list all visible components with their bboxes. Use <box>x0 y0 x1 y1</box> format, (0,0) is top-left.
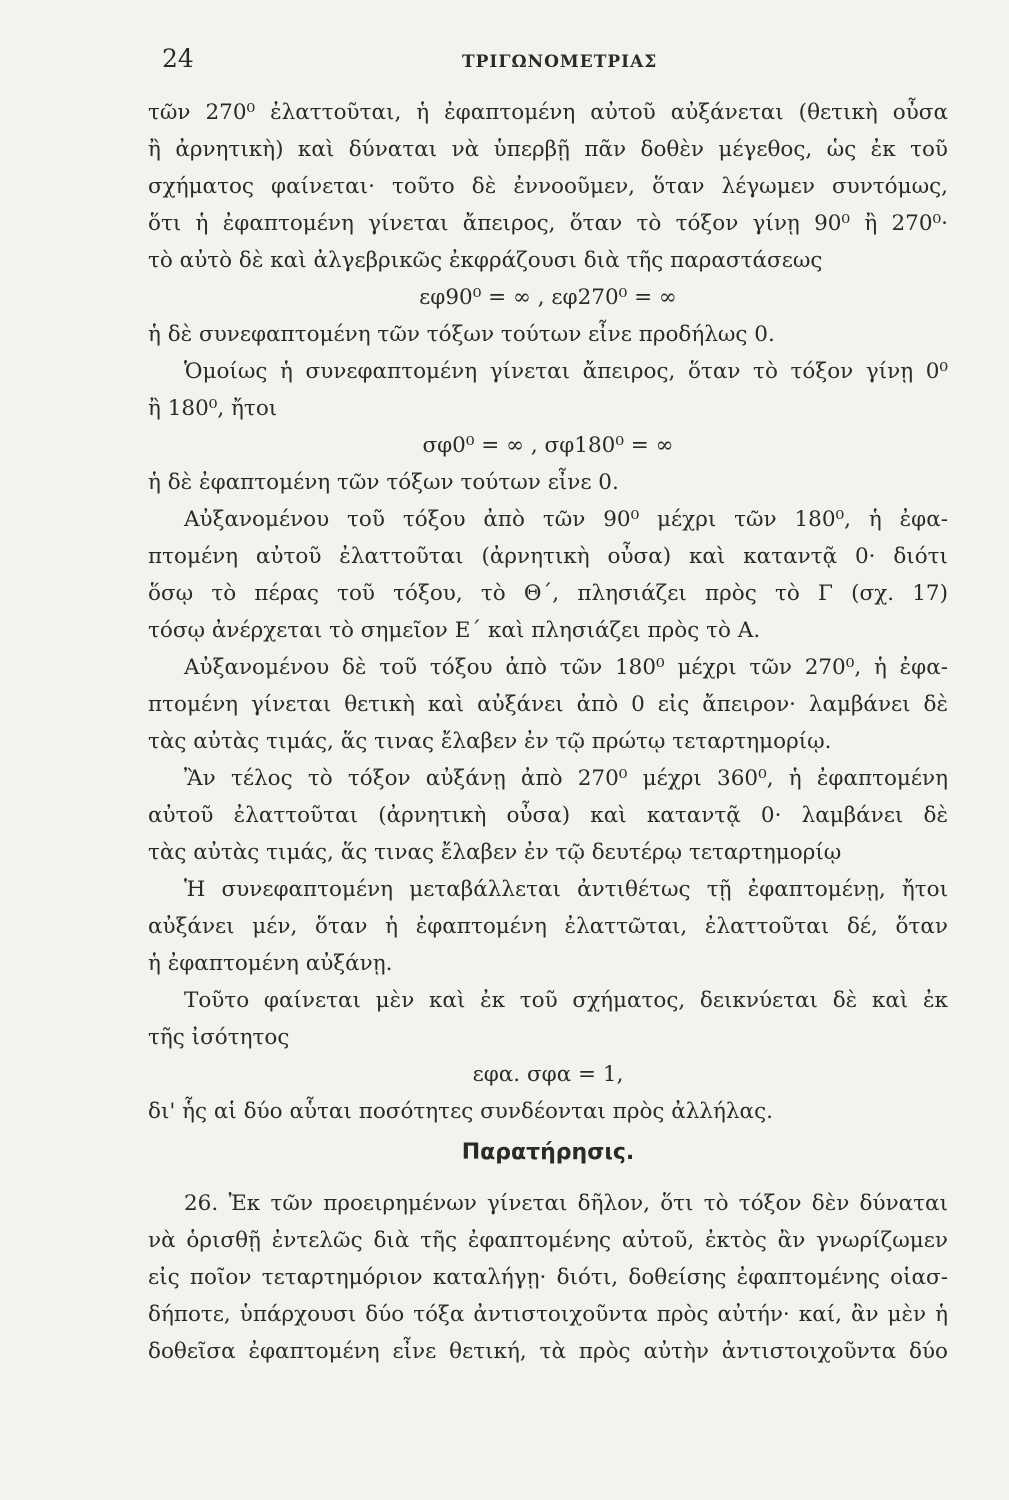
text-line: αὐξάνει μέν, ὅταν ἡ ἐφαπτομένη ἐλαττῶται, ἐλαττοῦται δέ, ὅταν <box>148 914 948 939</box>
text-line: τὸ αὐτὸ δὲ καὶ ἀλγεβρικῶς ἐκφράζουσι διὰ τῆς παραστάσεως <box>148 248 823 273</box>
text-line: τόσῳ ἀνέρχεται τὸ σημεῖον Ε΄ καὶ πλησιάζει πρὸς τὸ Α. <box>148 618 761 643</box>
text-line: ἡ ἐφαπτομένη αὐξάνῃ. <box>148 951 393 976</box>
section-heading: Παρατήρησις. <box>461 1140 635 1165</box>
text-line: τὰς αὐτὰς τιμάς, ἅς τινας ἔλαβεν ἐν τῷ δευτέρῳ τεταρτημορίῳ <box>148 840 842 865</box>
text-line: πτομένη αὐτοῦ ἐλαττοῦται (ἀρνητικὴ οὖσα) καὶ καταντᾷ 0· διότι <box>148 544 948 569</box>
running-title: ΤΡΙΓΩΝΟΜΕΤΡΙΑΣ <box>462 52 658 72</box>
text-line: νὰ ὁρισθῇ ἐντελῶς διὰ τῆς ἐφαπτομένης αὐτοῦ, ἐκτὸς ἂν γνωρίζωμεν <box>148 1228 948 1253</box>
text-line: Αὐξανομένου τοῦ τόξου ἀπὸ τῶν 90⁰ μέχρι τῶν 180⁰, ἡ ἐφα- <box>184 507 948 532</box>
page-number: 24 <box>162 44 194 73</box>
text-line: Αὐξανομένου δὲ τοῦ τόξου ἀπὸ τῶν 180⁰ μέχρι τῶν 270⁰, ἡ ἐφα- <box>184 655 948 680</box>
text-line: τῆς ἰσότητος <box>148 1025 290 1050</box>
formula-line: σφ0⁰ = ∞ , σφ180⁰ = ∞ <box>422 433 674 458</box>
text-line: εἰς ποῖον τεταρτημόριον καταλήγῃ· διότι, δοθείσης ἐφαπτομένης οἱασ- <box>148 1265 948 1290</box>
text-line: τῶν 270⁰ ἐλαττοῦται, ἡ ἐφαπτομένη αὐτοῦ αὐξάνεται (θετικὴ οὖσα <box>148 100 948 125</box>
formula-line: εφ90⁰ = ∞ , εφ270⁰ = ∞ <box>419 285 677 310</box>
text-line: δοθεῖσα ἐφαπτομένη εἶνε θετική, τὰ πρὸς αὐτὴν ἀντιστοιχοῦντα δύο <box>148 1339 948 1364</box>
text-line: Τοῦτο φαίνεται μὲν καὶ ἐκ τοῦ σχήματος, δεικνύεται δὲ καὶ ἐκ <box>184 988 948 1013</box>
text-line: τὰς αὐτὰς τιμάς, ἅς τινας ἔλαβεν ἐν τῷ πρώτῳ τεταρτημορίῳ. <box>148 729 832 754</box>
text-line: ὅσῳ τὸ πέρας τοῦ τόξου, τὸ Θ΄, πλησιάζει πρὸς τὸ Γ (σχ. 17) <box>148 581 948 606</box>
text-line: Ἡ συνεφαπτομένη μεταβάλλεται ἀντιθέτως τῇ ἐφαπτομένῃ, ἤτοι <box>184 877 948 902</box>
text-line: δήποτε, ὑπάρχουσι δύο τόξα ἀντιστοιχοῦντα πρὸς αὐτήν· καί, ἂν μὲν ἡ <box>148 1302 948 1327</box>
text-line: δι' ἧς αἱ δύο αὗται ποσότητες συνδέονται πρὸς ἀλλήλας. <box>148 1099 773 1124</box>
formula-line: εφα. σφα = 1, <box>472 1062 624 1087</box>
text-line: Ὁμοίως ἡ συνεφαπτομένη γίνεται ἄπειρος, ὅταν τὸ τόξον γίνῃ 0⁰ <box>184 359 948 384</box>
text-line: 26. Ἐκ τῶν προειρημένων γίνεται δῆλον, ὅτι τὸ τόξον δὲν δύναται <box>184 1191 948 1216</box>
text-line: πτομένη γίνεται θετικὴ καὶ αὐξάνει ἀπὸ 0 εἰς ἄπειρον· λαμβάνει δὲ <box>148 692 948 717</box>
text-line: Ἂν τέλος τὸ τόξον αὐξάνῃ ἀπὸ 270⁰ μέχρι 360⁰, ἡ ἐφαπτομένη <box>184 766 948 791</box>
text-line: ἢ 180⁰, ἤτοι <box>148 396 278 421</box>
text-line: ἢ ἀρνητικὴ) καὶ δύναται νὰ ὑπερβῇ πᾶν δοθὲν μέγεθος, ὡς ἐκ τοῦ <box>148 137 948 162</box>
text-line: ἡ δὲ ἐφαπτομένη τῶν τόξων τούτων εἶνε 0. <box>148 470 619 495</box>
text-line: σχήματος φαίνεται· τοῦτο δὲ ἐννοοῦμεν, ὅταν λέγωμεν συντόμως, <box>148 174 948 199</box>
text-line: ὅτι ἡ ἐφαπτομένη γίνεται ἄπειρος, ὅταν τὸ τόξον γίνῃ 90⁰ ἢ 270⁰· <box>148 211 948 236</box>
text-line: αὐτοῦ ἐλαττοῦται (ἀρνητικὴ οὖσα) καὶ καταντᾷ 0· λαμβάνει δὲ <box>148 803 948 828</box>
page-header <box>0 44 1009 84</box>
text-line: ἡ δὲ συνεφαπτομένη τῶν τόξων τούτων εἶνε προδήλως 0. <box>148 322 775 347</box>
